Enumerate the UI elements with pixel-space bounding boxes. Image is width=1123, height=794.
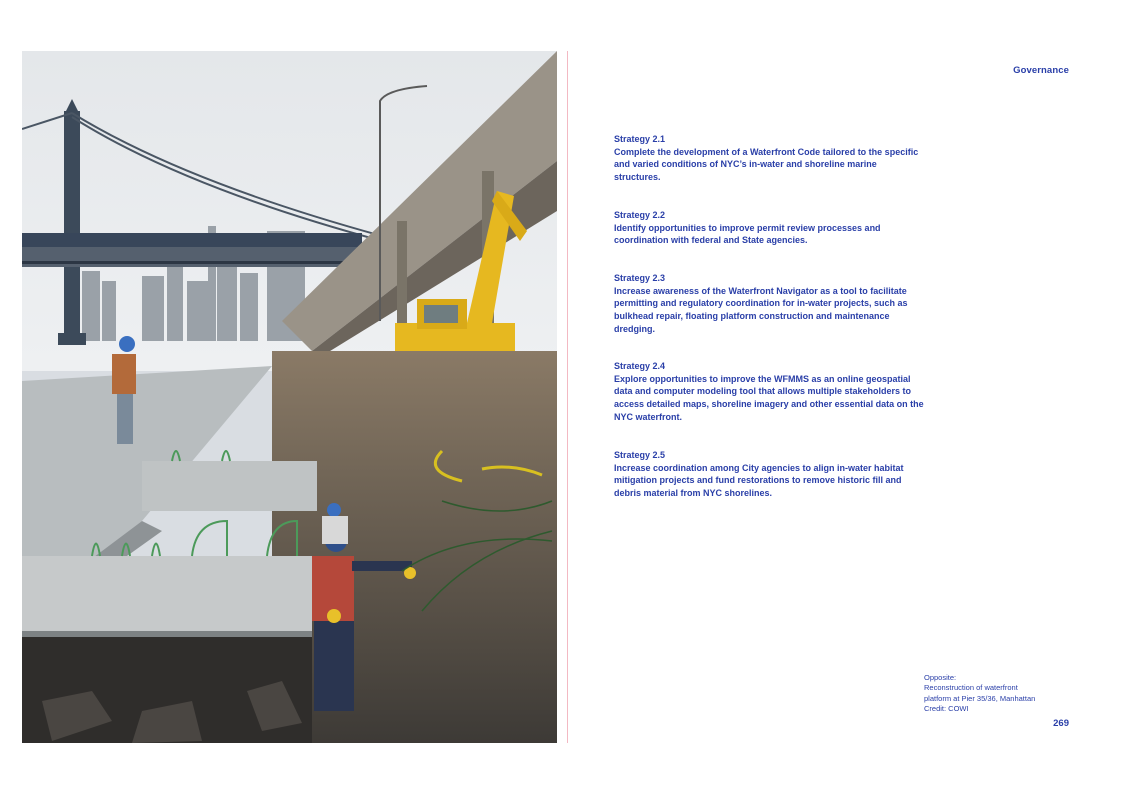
strategy-item bbox=[614, 133, 924, 184]
strategy-body: Identify opportunities to improve permit review processes and coordination with federal and State agencies. bbox=[614, 222, 881, 246]
page-gutter bbox=[567, 51, 568, 743]
section-heading: Governance bbox=[1013, 65, 1069, 76]
caption-line: Reconstruction of waterfront bbox=[924, 683, 1018, 693]
strategy-item bbox=[614, 360, 924, 424]
rocks bbox=[22, 637, 312, 743]
construction-photo bbox=[22, 51, 557, 743]
caption-credit: Credit: COWI bbox=[924, 703, 969, 713]
strategy-item bbox=[614, 272, 924, 336]
strategy-item bbox=[614, 449, 924, 500]
strategy-body: Explore opportunities to improve the WFMMS as an online geospatial data and computer modeling tool that allows multiple stakeholders to access detailed maps, shoreline imagery and other essential data on the NYC waterfront. bbox=[614, 373, 924, 422]
photo-caption bbox=[924, 673, 1074, 714]
strategy-body: Increase awareness of the Waterfront Navigator as a tool to facilitate permitting and regulatory coordination for in-water projects, such as bulkhead repair, floating platform construction and maintenance dredging. bbox=[614, 285, 908, 334]
strategy-item bbox=[614, 209, 924, 247]
strategy-title: Strategy 2.2 bbox=[614, 210, 666, 220]
strategy-title: Strategy 2.5 bbox=[614, 450, 666, 460]
strategy-body: Increase coordination among City agencies to align in-water habitat mitigation projects and fund restorations to remove historic fill and debris material from NYC shorelines. bbox=[614, 462, 904, 499]
page-number: 269 bbox=[1053, 718, 1069, 729]
bridge-deck bbox=[22, 233, 362, 267]
strategy-title: Strategy 2.1 bbox=[614, 134, 666, 144]
caption-line: platform at Pier 35/36, Manhattan bbox=[924, 693, 1036, 703]
strategy-title: Strategy 2.4 bbox=[614, 361, 666, 371]
strategy-title: Strategy 2.3 bbox=[614, 273, 666, 283]
strategy-body: Complete the development of a Waterfront Code tailored to the specific and varied conditions of NYC’s in-water and shoreline marine structures. bbox=[614, 146, 919, 183]
caption-line: Opposite: bbox=[924, 673, 957, 682]
